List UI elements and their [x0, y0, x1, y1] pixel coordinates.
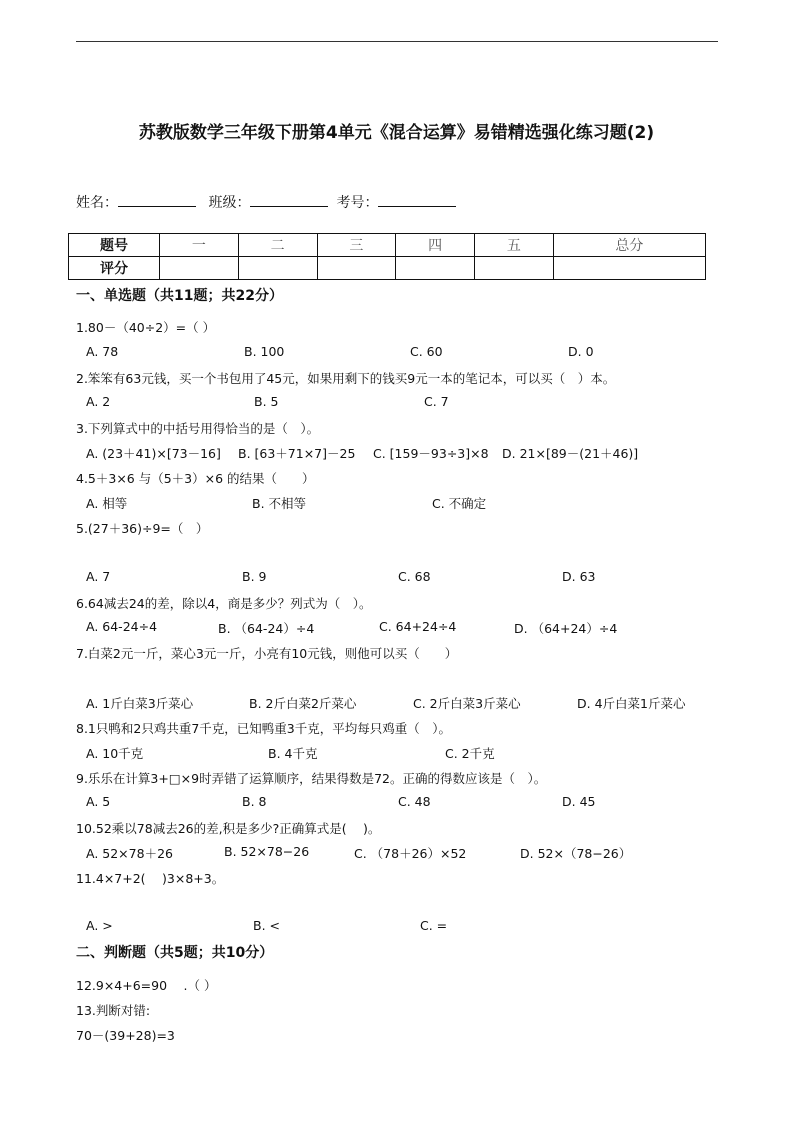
option[interactable]: B. 4千克: [268, 746, 318, 761]
option[interactable]: A. 5: [86, 794, 111, 809]
option[interactable]: D. 21×[89－(21＋46)]: [502, 446, 639, 461]
option[interactable]: B. （64-24）÷4: [218, 621, 315, 636]
score-row-label: 评分: [69, 257, 160, 280]
score-header-cell: 一: [160, 234, 239, 257]
section-heading-true-false: 二、判断题（共5题；共10分）: [76, 945, 274, 961]
option[interactable]: C. 7: [424, 394, 449, 409]
question-text: 4.5＋3×6 与（5＋3）×6 的结果（ ）: [76, 471, 315, 486]
option[interactable]: A. 52×78＋26: [86, 846, 173, 861]
student-info: [76, 192, 464, 212]
option[interactable]: B. 5: [254, 394, 279, 409]
score-cell[interactable]: [317, 257, 396, 280]
question-text: 11.4×7+2( )3×8+3。: [76, 871, 225, 886]
option[interactable]: B. 2斤白菜2斤菜心: [249, 696, 357, 711]
score-cell[interactable]: [553, 257, 705, 280]
question-text: 13.判断对错:: [76, 1003, 151, 1018]
class-field[interactable]: [250, 192, 328, 207]
option[interactable]: D. 4斤白菜1斤菜心: [577, 696, 686, 711]
score-header-cell: 题号: [69, 234, 160, 257]
section-heading-single-choice: 一、单选题（共11题；共22分）: [76, 288, 283, 304]
question-text: 6.64减去24的差，除以4，商是多少？列式为（ ）。: [76, 596, 372, 611]
option[interactable]: A. 1斤白菜3斤菜心: [86, 696, 194, 711]
class-label: 班级：: [208, 195, 251, 211]
option[interactable]: C. 60: [410, 344, 443, 359]
option[interactable]: B. 8: [242, 794, 267, 809]
score-cell[interactable]: [160, 257, 239, 280]
option[interactable]: B. 9: [242, 569, 267, 584]
header-rule: [76, 41, 718, 42]
question-text: 5.(27＋36)÷9=（ ）: [76, 521, 209, 536]
question-text: 2.笨笨有63元钱，买一个书包用了45元，如果用剩下的钱买9元一本的笔记本，可以买（ ）本。: [76, 371, 616, 386]
score-cell[interactable]: [475, 257, 554, 280]
option[interactable]: C. 不确定: [432, 496, 487, 511]
option[interactable]: A. 64-24÷4: [86, 619, 158, 634]
option[interactable]: C. 68: [398, 569, 431, 584]
question-text: 70－(39+28)=3: [76, 1028, 175, 1043]
option[interactable]: C. =: [420, 918, 448, 933]
question-text: 1.80－（40÷2）=（ ）: [76, 320, 216, 335]
question-text: 12.9×4+6=90 .（ ）: [76, 978, 217, 993]
score-header-cell: 三: [317, 234, 396, 257]
option[interactable]: A. 7: [86, 569, 111, 584]
id-field[interactable]: [378, 192, 456, 207]
score-table-score-row: [69, 257, 706, 280]
option[interactable]: C. 64+24÷4: [379, 619, 457, 634]
name-field[interactable]: [118, 192, 196, 207]
option[interactable]: A. 78: [86, 344, 119, 359]
option[interactable]: B. 100: [244, 344, 285, 359]
option[interactable]: C. 48: [398, 794, 431, 809]
question-text: 10.52乘以78减去26的差,积是多少?正确算式是( )。: [76, 821, 381, 836]
option[interactable]: C. [159－93÷3]×8: [373, 446, 489, 461]
score-cell[interactable]: [238, 257, 317, 280]
option[interactable]: C. （78＋26）×52: [354, 846, 467, 861]
name-label: 姓名：: [76, 195, 118, 211]
question-text: 3.下列算式中的中括号用得恰当的是（ ）。: [76, 421, 320, 436]
score-header-cell: 总分: [553, 234, 705, 257]
score-header-cell: 二: [238, 234, 317, 257]
option[interactable]: D. （64+24）÷4: [514, 621, 618, 636]
option[interactable]: B. 52×78−26: [224, 844, 310, 859]
option[interactable]: D. 63: [562, 569, 596, 584]
option[interactable]: C. 2千克: [445, 746, 495, 761]
score-header-cell: 五: [475, 234, 554, 257]
option[interactable]: A. 10千克: [86, 746, 144, 761]
score-cell[interactable]: [396, 257, 475, 280]
option[interactable]: B. [63＋71×7]－25: [238, 446, 356, 461]
option[interactable]: D. 45: [562, 794, 596, 809]
score-table: [68, 233, 706, 280]
option[interactable]: D. 52×（78−26）: [520, 846, 632, 861]
score-header-cell: 四: [396, 234, 475, 257]
id-label: 考号：: [336, 195, 379, 211]
option[interactable]: A. >: [86, 918, 113, 933]
option[interactable]: C. 2斤白菜3斤菜心: [413, 696, 521, 711]
option[interactable]: A. 相等: [86, 496, 128, 511]
question-text: 8.1只鸭和2只鸡共重7千克，已知鸭重3千克，平均每只鸡重（ ）。: [76, 721, 451, 736]
score-table-header-row: [69, 234, 706, 257]
option[interactable]: B. <: [253, 918, 280, 933]
option[interactable]: A. (23＋41)×[73－16]: [86, 446, 221, 461]
question-text: 9.乐乐在计算3+□×9时弄错了运算顺序，结果得数是72。正确的得数应该是（ ）。: [76, 771, 547, 786]
question-text: 7.白菜2元一斤，菜心3元一斤，小亮有10元钱，则他可以买（ ）: [76, 646, 458, 661]
option[interactable]: A. 2: [86, 394, 111, 409]
page-title: 苏教版数学三年级下册第4单元《混合运算》易错精选强化练习题(2): [138, 123, 655, 143]
option[interactable]: B. 不相等: [252, 496, 307, 511]
option[interactable]: D. 0: [568, 344, 594, 359]
